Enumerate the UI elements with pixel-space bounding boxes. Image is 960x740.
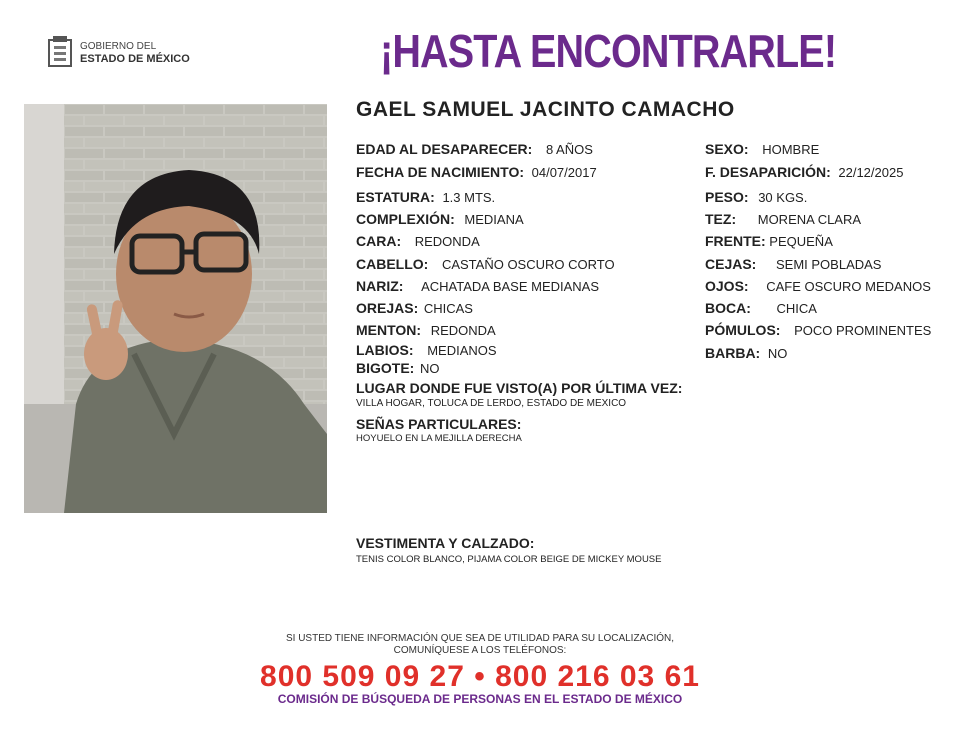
field-ears	[356, 300, 473, 316]
field-label: BARBA:	[705, 345, 761, 361]
photo-illustration	[24, 104, 327, 513]
field-label: EDAD AL DESAPARECER:	[356, 141, 533, 157]
field-forehead	[705, 233, 833, 249]
field-mustache	[356, 360, 439, 376]
missing-person-photo	[24, 104, 327, 513]
field-nose	[356, 278, 599, 294]
government-line-2: ESTADO DE MÉXICO	[80, 53, 190, 65]
field-label: CARA:	[356, 233, 402, 249]
headline: ¡HASTA ENCONTRARLE!	[380, 25, 837, 77]
field-build	[356, 211, 524, 227]
field-value: MORENA CLARA	[757, 212, 862, 227]
field-value: CHICAS	[423, 301, 473, 316]
phone-number-2[interactable]: 800 216 03 61	[495, 660, 700, 693]
field-sex	[705, 141, 819, 157]
phone-separator: •	[474, 660, 486, 693]
field-label: FRENTE:	[705, 233, 766, 249]
field-birth-date	[356, 164, 597, 180]
field-weight	[705, 189, 807, 205]
government-logo	[46, 36, 190, 70]
field-label: CEJAS:	[705, 256, 757, 272]
phone-number-1[interactable]: 800 509 09 27	[260, 660, 465, 693]
field-value: HOMBRE	[762, 142, 820, 157]
field-mouth	[705, 300, 817, 316]
field-value: REDONDA	[414, 234, 480, 249]
agency-name: COMISIÓN DE BÚSQUEDA DE PERSONAS EN EL ESTADO DE MÉXICO	[277, 692, 683, 706]
field-label: PÓMULOS:	[705, 322, 781, 338]
field-value: ACHATADA BASE MEDIANAS	[421, 279, 600, 294]
field-label: F. DESAPARICIÓN:	[705, 164, 831, 180]
last-seen-value: VILLA HOGAR, TOLUCA DE LERDO, ESTADO DE MEXICO	[356, 398, 627, 409]
field-height	[356, 189, 495, 205]
field-label: FECHA DE NACIMIENTO:	[356, 164, 524, 180]
person-name: GAEL SAMUEL JACINTO CAMACHO	[356, 98, 735, 121]
info-line-2: COMUNÍQUESE A LOS TELÉFONOS:	[393, 645, 567, 656]
marks-label: SEÑAS PARTICULARES:	[356, 416, 522, 432]
field-label: SEXO:	[705, 141, 749, 157]
field-label: LABIOS:	[356, 342, 414, 358]
clothing-label: VESTIMENTA Y CALZADO:	[356, 535, 535, 551]
phone-numbers	[0, 660, 960, 694]
last-seen-label: LUGAR DONDE FUE VISTO(A) POR ÚLTIMA VEZ:	[356, 380, 683, 396]
field-value: CHICA	[776, 301, 817, 316]
marks-value: HOYUELO EN LA MEJILLA DERECHA	[356, 433, 522, 444]
field-value: POCO PROMINENTES	[794, 323, 932, 338]
field-beard	[705, 345, 787, 361]
field-value: MEDIANOS	[427, 343, 497, 358]
field-disappearance-date	[705, 164, 903, 180]
field-hair	[356, 256, 615, 272]
field-label: BIGOTE:	[356, 360, 415, 376]
field-age	[356, 141, 593, 157]
field-value: NO	[767, 346, 788, 361]
field-label: BOCA:	[705, 300, 751, 316]
field-label: COMPLEXIÓN:	[356, 211, 455, 227]
field-face	[356, 233, 480, 249]
field-value: 1.3 MTS.	[442, 190, 496, 205]
field-value: NO	[419, 361, 440, 376]
field-label: ESTATURA:	[356, 189, 435, 205]
field-value: 04/07/2017	[531, 165, 597, 180]
field-value: CASTAÑO OSCURO CORTO	[441, 257, 615, 272]
field-value: MEDIANA	[464, 212, 524, 227]
field-label: MENTON:	[356, 322, 422, 338]
field-value: CAFE OSCURO MEDANOS	[766, 279, 931, 294]
field-label: NARIZ:	[356, 278, 404, 294]
field-label: PESO:	[705, 189, 749, 205]
field-value: PEQUEÑA	[769, 234, 833, 249]
coat-of-arms-icon	[46, 36, 74, 70]
field-value: 22/12/2025	[838, 165, 904, 180]
field-label: CABELLO:	[356, 256, 429, 272]
field-label: OREJAS:	[356, 300, 419, 316]
field-eyebrows	[705, 256, 881, 272]
government-line-1: GOBIERNO DEL	[80, 41, 157, 52]
field-eyes	[705, 278, 931, 294]
field-value: 8 AÑOS	[545, 142, 593, 157]
field-lips	[356, 342, 497, 358]
clothing-value: TENIS COLOR BLANCO, PIJAMA COLOR BEIGE DE MICKEY MOUSE	[356, 554, 662, 565]
government-name	[80, 41, 190, 65]
field-chin	[356, 322, 496, 338]
field-value: SEMI POBLADAS	[775, 257, 882, 272]
field-label: TEZ:	[705, 211, 737, 227]
field-value: 30 KGS.	[758, 190, 808, 205]
info-line-1: SI USTED TIENE INFORMACIÓN QUE SEA DE UTILIDAD PARA SU LOCALIZACIÓN,	[285, 633, 675, 644]
field-label: OJOS:	[705, 278, 749, 294]
field-cheekbones	[705, 322, 931, 338]
field-complexion	[705, 211, 861, 227]
field-value: REDONDA	[430, 323, 496, 338]
